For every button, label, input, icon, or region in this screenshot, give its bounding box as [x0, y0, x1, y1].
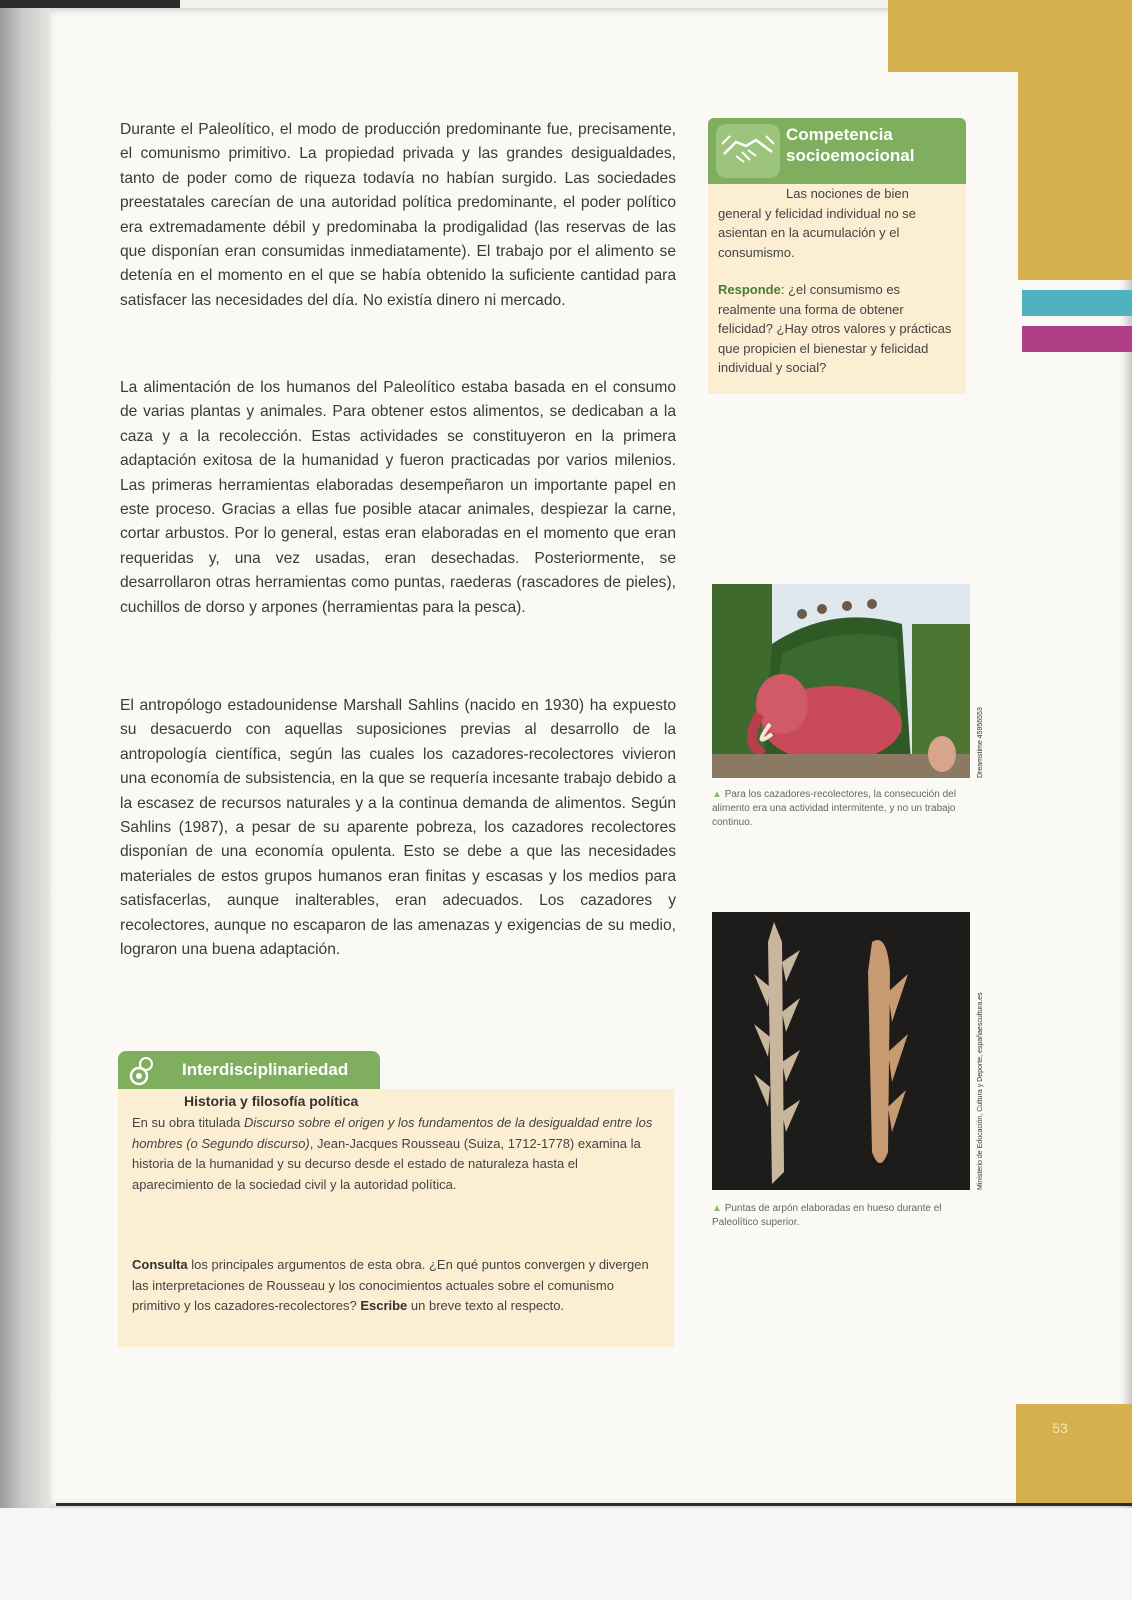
harpoon-photo [712, 912, 970, 1190]
competencia-title-line2: socioemocional [786, 146, 915, 165]
book-binding-shadow [0, 0, 56, 1510]
competencia-title [786, 124, 914, 166]
competencia-title-line1: Competencia [786, 125, 893, 144]
interdisciplinariedad-title: Interdisciplinariedad [182, 1060, 349, 1079]
gold-page-tab [1016, 1404, 1132, 1504]
teal-side-tab [1022, 290, 1132, 316]
body-paragraph-1: Durante el Paleolítico, el modo de producción predominante fue, precisamente, el comunismo primitivo. La propiedad privada y las grandes desigualdades, tanto de poder como de riqueza todavía no habían surgido. Las sociedades preestatales carecían de una autoridad política predominante, el poder político era extremadamente débil y predominaba la prodigalidad (las reservas de las que disponían eran consumidas inmediatamente). El trabajo por el alimento se detenía en el momento en el que se había obtenido la suficiente cantidad para satisfacer las necesidades del día. No existía dinero ni mercado. [120, 121, 676, 309]
triangle-icon: ▲ [712, 1203, 725, 1214]
interdisciplinariedad-text [132, 1113, 662, 1195]
caption-text-2: Puntas de arpón elaboradas en hueso durante el Paleolítico superior. [712, 1203, 942, 1228]
body-paragraph-2: La alimentación de los humanos del Paleolítico estaba basada en el consumo de varias plantas y animales. Para obtener estos alimentos, se dedicaban a la caza y a la recolección. Estas actividades se constituyeron en la primera adaptación exitosa de la humanidad y fueron practicadas por varios milenios. Las primeras herramientas elaboradas desempeñaron un importante papel en este proceso. Gracias a ellas fue posible atacar animales, despiezar la carne, cortar arbustos. Por lo general, estas eran elaboradas en el momento que eran requeridas y, una vez usadas, eran desechadas. Posteriormente, se desarrollaron otras herramientas como puntas, raederas (rascadores de pieles), cuchillos de dorso y arpones (herramientas para la pesca). [120, 379, 676, 616]
interdisciplinariedad-header [118, 1051, 380, 1091]
photo-credit-2: Ministerio de Educación, Cultura y Deporte, españaescultura.es [977, 992, 984, 1190]
competencia-intro: Las nociones de bien general y felicidad individual no se asientan en la acumulación y el consumismo. [718, 186, 917, 260]
interdisciplinariedad-box [118, 1089, 674, 1347]
photo-credit-1: Dreamstime 45956553 [977, 707, 984, 778]
responde-label: Responde [718, 282, 781, 297]
triangle-icon: ▲ [712, 789, 725, 800]
text-part: , Jean-Jacques Rousseau (Suiza, 1712-1778) examina la historia de la humanidad y su decurso desde el estado de naturaleza hasta el aparecimiento de la sociedad civil y la autoridad política. [132, 1135, 641, 1192]
question-text: : ¿el consumismo es realmente una forma de obtener felicidad? ¿Hay otros valores y prácticas que propicien el bienestar y felicidad individual y social? [718, 282, 952, 375]
work-title: Discurso sobre el origen y los fundamentos de la desigualdad entre los hombres (o Segundo discurso) [132, 1115, 653, 1151]
interdisciplinariedad-subtitle: Historia y filosofía política [184, 1093, 359, 1109]
scan-edge-bottom [56, 1503, 1132, 1506]
scan-margin-bottom [0, 1508, 1132, 1600]
interdisciplinariedad-task [132, 1255, 662, 1317]
text-part: un breve texto al respecto. [407, 1298, 565, 1313]
escribe-label: Escribe [360, 1298, 408, 1313]
scan-edge-top [0, 0, 180, 8]
competencia-question [718, 280, 954, 378]
handshake-icon [716, 124, 780, 178]
page-number: 53 [1052, 1420, 1068, 1436]
consulta-label: Consulta [132, 1257, 188, 1272]
competencia-box [708, 184, 966, 394]
caption-text-1: Para los cazadores-recolectores, la consecución del alimento era una actividad intermitente, y no un trabajo continuo. [712, 789, 956, 828]
body-paragraph-3: El antropólogo estadounidense Marshall Sahlins (nacido en 1930) ha expuesto su desacuerdo con aquellas suposiciones previas al desarrollo de la antropología científica, según las cuales los cazadores-recolectores vivieron una economía de subsistencia, en la que se requería incesante trabajo debido a la escasez de recursos naturales y a la continua demanda de alimentos. Según Sahlins (1987), a pesar de su aparente pobreza, los cazadores recolectores disponían de una economía opulenta. Esto se debe a que las necesidades materiales de estos grupos humanos eran finitas y escasas y los medios para satisfacerlas, aunque inalterables, eran adecuados. Los cazadores y recolectores, aunque no escaparon de las amenazas y exigencias de su medio, lograron una buena adaptación. [120, 697, 676, 959]
text-part: En su obra titulada [132, 1115, 245, 1130]
mammoth-photo [712, 584, 970, 778]
magenta-side-tab [1022, 326, 1132, 352]
gold-side-tab [1018, 72, 1132, 280]
photo-caption-2 [712, 1202, 974, 1230]
photo-caption-1 [712, 788, 974, 830]
competencia-header [708, 118, 966, 184]
gears-icon [128, 1055, 158, 1087]
gold-corner-tab [888, 0, 1132, 72]
text-part: los principales argumentos de esta obra. ¿En qué puntos convergen y divergen las interpretaciones de Rousseau y los conocimientos actuales sobre el comunismo primitivo y los cazadores-recolectores? [132, 1257, 649, 1313]
